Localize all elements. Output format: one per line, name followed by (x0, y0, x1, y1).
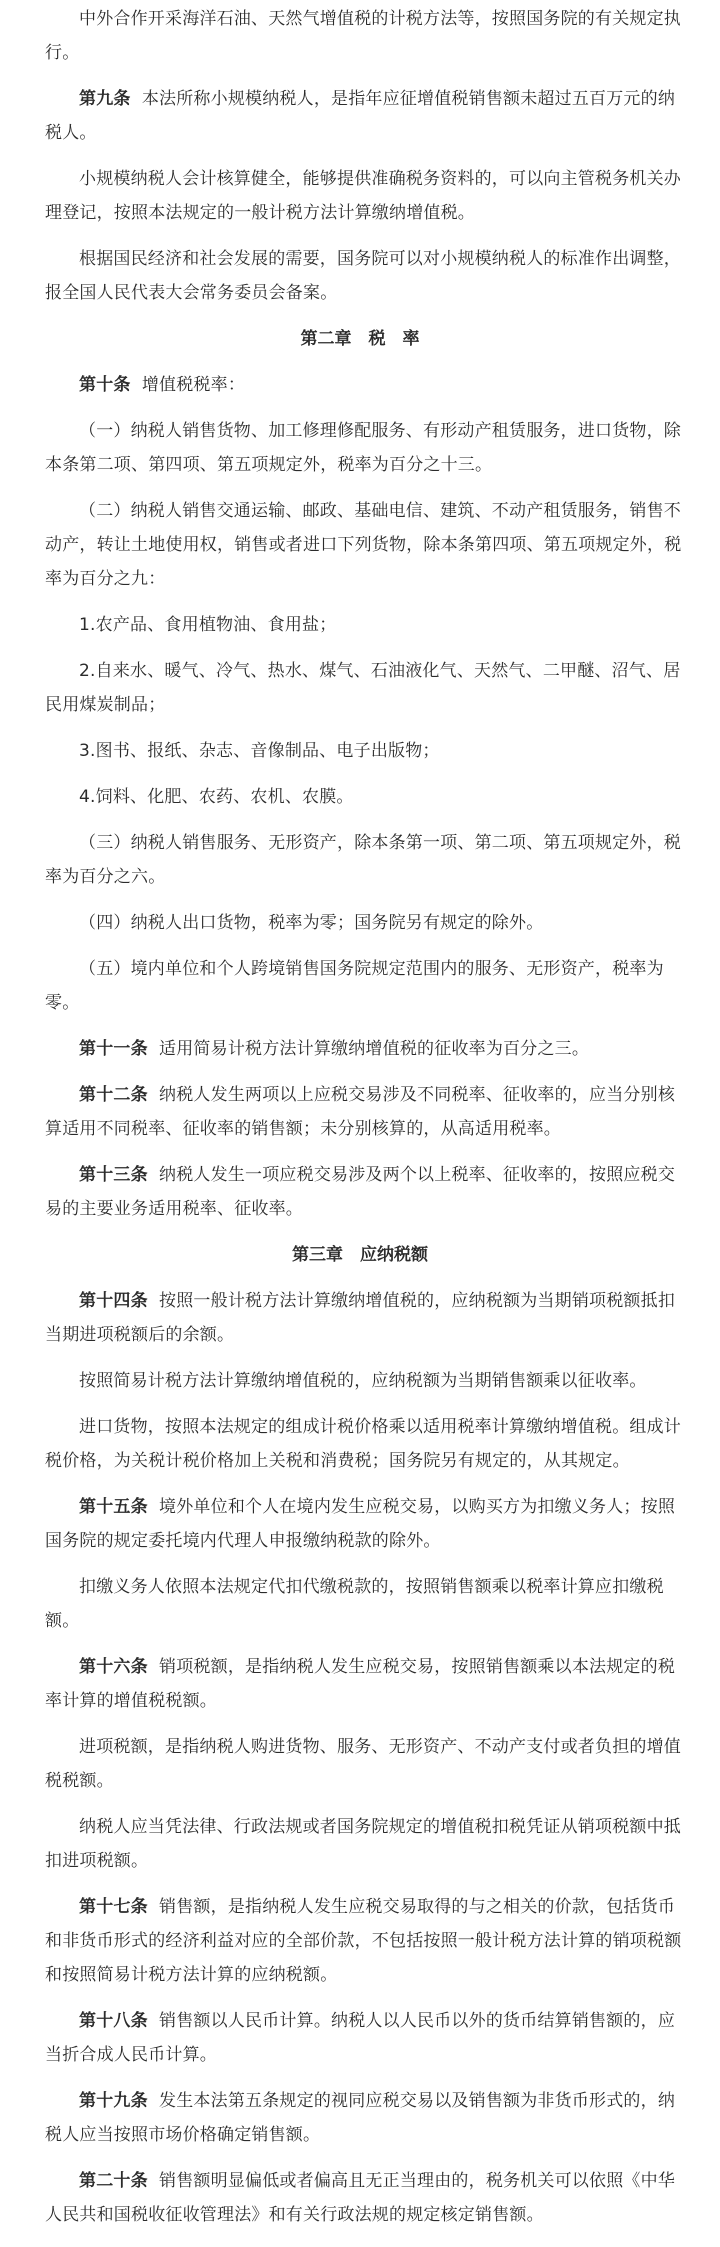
paragraph (45, 1364, 685, 1398)
list-item (45, 734, 685, 768)
list-item (45, 780, 685, 814)
article-paragraph (45, 1158, 685, 1226)
paragraph-text: 本法所称小规模纳税人，是指年应征增值税销售额未超过五百万元的纳税人。 (45, 89, 676, 143)
paragraph-text: （三）纳税人销售服务、无形资产，除本条第一项、第二项、第五项规定外，税率为百分之六。 (45, 833, 681, 887)
paragraph-text: 境外单位和个人在境内发生应税交易，以购买方为扣缴义务人；按照国务院的规定委托境内代理人申报缴纳税款的除外。 (45, 1497, 676, 1551)
paragraph-text: 纳税人发生两项以上应税交易涉及不同税率、征收率的，应当分别核算适用不同税率、征收率的销售额；未分别核算的，从高适用税率。 (45, 1085, 676, 1139)
article-paragraph (45, 368, 685, 402)
article-number: 第九条 (79, 89, 131, 109)
article-number: 第十六条 (79, 1657, 148, 1677)
paragraph-text: 小规模纳税人会计核算健全，能够提供准确税务资料的，可以向主管税务机关办理登记，按照本法规定的一般计税方法计算缴纳增值税。 (45, 169, 681, 223)
article-paragraph (45, 1284, 685, 1352)
paragraph-text: 增值税税率： (141, 375, 246, 395)
paragraph (45, 952, 685, 1020)
paragraph-text: 根据国民经济和社会发展的需要，国务院可以对小规模纳税人的标准作出调整，报全国人民代表大会常务委员会备案。 (45, 249, 681, 303)
paragraph (45, 162, 685, 230)
list-item (45, 608, 685, 642)
paragraph-text: （五）境内单位和个人跨境销售国务院规定范围内的服务、无形资产，税率为零。 (45, 959, 664, 1013)
article-number: 第十条 (79, 375, 131, 395)
paragraph-text: 纳税人应当凭法律、行政法规或者国务院规定的增值税扣税凭证从销项税额中抵扣进项税额。 (45, 1817, 681, 1871)
article-paragraph (45, 82, 685, 150)
paragraph-text: 2.自来水、暖气、冷气、热水、煤气、石油液化气、天然气、二甲醚、沼气、居民用煤炭制品； (45, 661, 681, 715)
article-number: 第十八条 (79, 2011, 148, 2031)
article-paragraph (45, 2004, 685, 2072)
paragraph (45, 2, 685, 70)
article-number: 第十五条 (79, 1497, 148, 1517)
article-number: 第二十条 (79, 2171, 148, 2191)
article-paragraph (45, 1890, 685, 1992)
article-number: 第十三条 (79, 1165, 148, 1185)
paragraph-text: （二）纳税人销售交通运输、邮政、基础电信、建筑、不动产租赁服务，销售不动产，转让土地使用权，销售或者进口下列货物，除本条第四项、第五项规定外，税率为百分之九： (45, 501, 682, 589)
paragraph (45, 414, 685, 482)
paragraph-text: 中外合作开采海洋石油、天然气增值税的计税方法等，按照国务院的有关规定执行。 (45, 9, 681, 63)
article-paragraph (45, 1032, 685, 1066)
article-paragraph (45, 2084, 685, 2152)
paragraph (45, 1410, 685, 1478)
paragraph-text: 扣缴义务人依照本法规定代扣代缴税款的，按照销售额乘以税率计算应扣缴税额。 (45, 1577, 664, 1631)
paragraph-text: 按照一般计税方法计算缴纳增值税的，应纳税额为当期销项税额抵扣当期进项税额后的余额。 (45, 1291, 676, 1345)
article-number: 第十七条 (79, 1897, 148, 1917)
paragraph (45, 1570, 685, 1638)
paragraph (45, 494, 685, 596)
paragraph-text: 3.图书、报纸、杂志、音像制品、电子出版物； (79, 741, 440, 761)
paragraph (45, 1810, 685, 1878)
paragraph (45, 1730, 685, 1798)
paragraph-text: 4.饲料、化肥、农药、农机、农膜。 (79, 787, 354, 807)
article-number: 第十一条 (79, 1039, 148, 1059)
chapter-heading: 第二章 税 率 (300, 329, 420, 349)
article-number: 第十四条 (79, 1291, 148, 1311)
chapter-heading: 第三章 应纳税额 (292, 1245, 428, 1265)
paragraph-text: 进口货物，按照本法规定的组成计税价格乘以适用税率计算缴纳增值税。组成计税价格，为关税计税价格加上关税和消费税；国务院另有规定的，从其规定。 (45, 1417, 681, 1471)
paragraph (45, 826, 685, 894)
paragraph-text: 进项税额，是指纳税人购进货物、服务、无形资产、不动产支付或者负担的增值税税额。 (45, 1737, 681, 1791)
paragraph-text: 销售额，是指纳税人发生应税交易取得的与之相关的价款，包括货币和非货币形式的经济利益对应的全部价款，不包括按照一般计税方法计算的销项税额和按照简易计税方法计算的应纳税额。 (45, 1897, 682, 1985)
paragraph-text: 1.农产品、食用植物油、食用盐； (79, 615, 337, 635)
article-number: 第十九条 (79, 2091, 148, 2111)
article-paragraph (45, 1650, 685, 1718)
paragraph-text: 销售额以人民币计算。纳税人以人民币以外的货币结算销售额的，应当折合成人民币计算。 (45, 2011, 676, 2065)
paragraph-text: 销售额明显偏低或者偏高且无正当理由的，税务机关可以依照《中华人民共和国税收征收管理法》和有关行政法规的规定核定销售额。 (45, 2171, 676, 2225)
paragraph-text: 销项税额，是指纳税人发生应税交易，按照销售额乘以本法规定的税率计算的增值税税额。 (45, 1657, 676, 1711)
paragraph (45, 242, 685, 310)
article-paragraph (45, 2164, 685, 2232)
article-number: 第十二条 (79, 1085, 148, 1105)
paragraph-text: 发生本法第五条规定的视同应税交易以及销售额为非货币形式的，纳税人应当按照市场价格确定销售额。 (45, 2091, 676, 2145)
article-paragraph (45, 1490, 685, 1558)
paragraph-text: （四）纳税人出口货物，税率为零；国务院另有规定的除外。 (79, 913, 544, 933)
paragraph-text: （一）纳税人销售货物、加工修理修配服务、有形动产租赁服务，进口货物，除本条第二项、第四项、第五项规定外，税率为百分之十三。 (45, 421, 681, 475)
article-paragraph (45, 1078, 685, 1146)
paragraph (45, 906, 685, 940)
paragraph-text: 适用简易计税方法计算缴纳增值税的征收率为百分之三。 (159, 1039, 590, 1059)
paragraph-text: 纳税人发生一项应税交易涉及两个以上税率、征收率的，按照应税交易的主要业务适用税率、征收率。 (45, 1165, 676, 1219)
paragraph-text: 按照简易计税方法计算缴纳增值税的，应纳税额为当期销售额乘以征收率。 (79, 1371, 647, 1391)
list-item (45, 654, 685, 722)
